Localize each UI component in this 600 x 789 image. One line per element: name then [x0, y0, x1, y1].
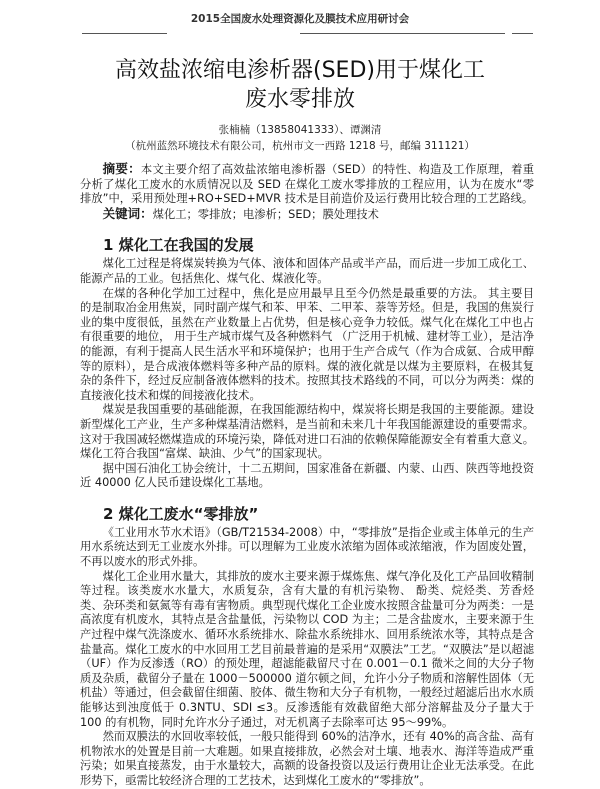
paper-title [0, 56, 600, 114]
paragraph: 《工业用水节水术语》（GB/T21534-2008）中，“零排放”是指企业或主体单元的生产用水系统达到无工业废水外排。可以理解为工业废水浓缩为固体或浓缩液，作为固废处置，不再以废水的形式外排。 [80, 525, 534, 569]
paragraph: 然而双膜法的水回收率较低，一般只能得到 60%的洁净水，还有 40%的高含盐、高有机物浓水的处置是目前一大难题。如果直接排放，必然会对土壤、地表水、海洋等造成严重污染；如果直接蒸发，由于水量较大，高额的设备投资以及运行费用让企业无法承受。在此形势下，亟需比较经济合理的工艺技术，达到煤化工废水的“零排放”。 [80, 730, 534, 787]
header-rule [512, 33, 533, 34]
keywords-label: 关键词： [102, 205, 153, 221]
abstract [80, 162, 534, 222]
section-2 [80, 505, 534, 789]
paragraph: 据中国石油化工协会统计，十二五期间，国家准备在新疆、内蒙、山西、陕西等地投资近 40000 亿人民币建设煤化工基地。 [80, 461, 534, 490]
abstract-label: 摘要： [102, 161, 141, 176]
paragraph: 煤化工过程是将煤炭转换为气体、液体和固体产品或半产品，而后进一步加工成化工、能源产品的工业。包括焦化、煤气化、煤液化等。 [80, 257, 534, 285]
running-header: 2015全国废水处理资源化及膜技术应用研讨会 [190, 13, 410, 25]
affiliation: （杭州蓝然环境技术有限公司，杭州市文一西路 1218 号，邮编 311121） [125, 140, 475, 152]
paragraph: 煤化工企业用水量大，其排放的废水主要来源于煤炼焦、煤气净化及化工产品回收精制等过程。该类废水水量大，水质复杂，含有大量的有机污染物、 酚类、烷烃类、芳香烃类、杂环类和氨氮等有毒有害物质。典型现代煤化工企业废水按照含盐量可分为两类：一是高浓度有机废水，其特点是含盐量低，污染物以 COD 为主；二是含盐废水，主要来源于生产过程中煤气洗涤废水、循环水系统排水、除盐水系统排水、回用系统浓水等，其特点是含盐量高。煤化工废水的中水回用工艺目前最普遍的是采用“双膜法”工艺。“双膜法”是以超滤（UF）作为反渗透（RO）的预处理，超滤能截留尺寸在 0.001－0.1 微米之间的大分子物质及杂质，截留分子量在 1000－500000 道尔顿之间，允许小分子物质和溶解性固体（无机盐）等通过，但会截留住细菌、胶体、微生物和大分子有机物，一般经过超滤后出水水质能够达到浊度低于 0.3NTU、SDI ≤3。反渗透能有效截留绝大部分溶解盐及分子量大于 100 的有机物，同时允许水分子通过，对无机离子去除率可达 95～99%。 [80, 569, 534, 729]
paper-body [80, 162, 534, 789]
section-1 [80, 236, 534, 491]
authors: 张楠楠（13858041333）、谭渊清 [218, 124, 382, 136]
keywords: 煤化工；零排放；电渗析；SED；膜处理技术 [152, 207, 379, 221]
title-line-1: 高效盐浓缩电渗析器(SED)用于煤化工 [115, 58, 485, 83]
paragraph: 在煤的各种化学加工过程中，焦化是应用最早且至今仍然是最重要的方法。 其主要目的是制取冶金用焦炭，同时副产煤气和苯、甲苯、二甲苯、萘等芳烃。但是，我国的焦炭行业的集中度很低，虽然在产业数量上占优势，但是核心竞争力较低。煤气化在煤化工中也占有很重要的地位， 用于生产城市煤气及各种燃料气 （广泛用于机械、建材等工业），是洁净的能源，有利于提高人民生活水平和环境保护；也用于生产合成气（作为合成氨、合成甲醇等的原料），是合成液体燃料等多种产品的原料。煤的液化就是以煤为主要原料，在极其复杂的条件下，经过反应制备液体燃料的技术。按照其技术路线的不同，可以分为两类：煤的直接液化技术和煤的间接液化技术。 [80, 286, 534, 402]
abstract-text: 本文主要介绍了高效盐浓缩电渗析器（SED）的特性、构造及工作原理，着重分析了煤化工废水的水质情况以及 SED 在煤化工废水零排放的工程应用，认为在废水“零排放”中，采用预处理+RO+SED+MVR 技术是目前造价及运行费用比较合理的工艺路线。 [80, 163, 534, 206]
section-heading: 2 煤化工废水“零排放” [103, 504, 259, 523]
header-rule [300, 33, 505, 34]
title-line-2: 废水零排放 [244, 87, 355, 112]
header-rule [82, 33, 167, 34]
section-heading: 1 煤化工在我国的发展 [103, 236, 254, 255]
paragraph: 煤炭是我国重要的基础能源，在我国能源结构中，煤炭将长期是我国的主要能源。建设新型煤化工产业，生产多种煤基清洁燃料，是当前和未来几十年我国能源建设的重要需求。这对于我国减轻燃煤造成的环境污染，降低对进口石油的依赖保障能源安全有着重大意义。煤化工符合我国“富煤、缺油、少气”的国家现状。 [80, 403, 534, 461]
